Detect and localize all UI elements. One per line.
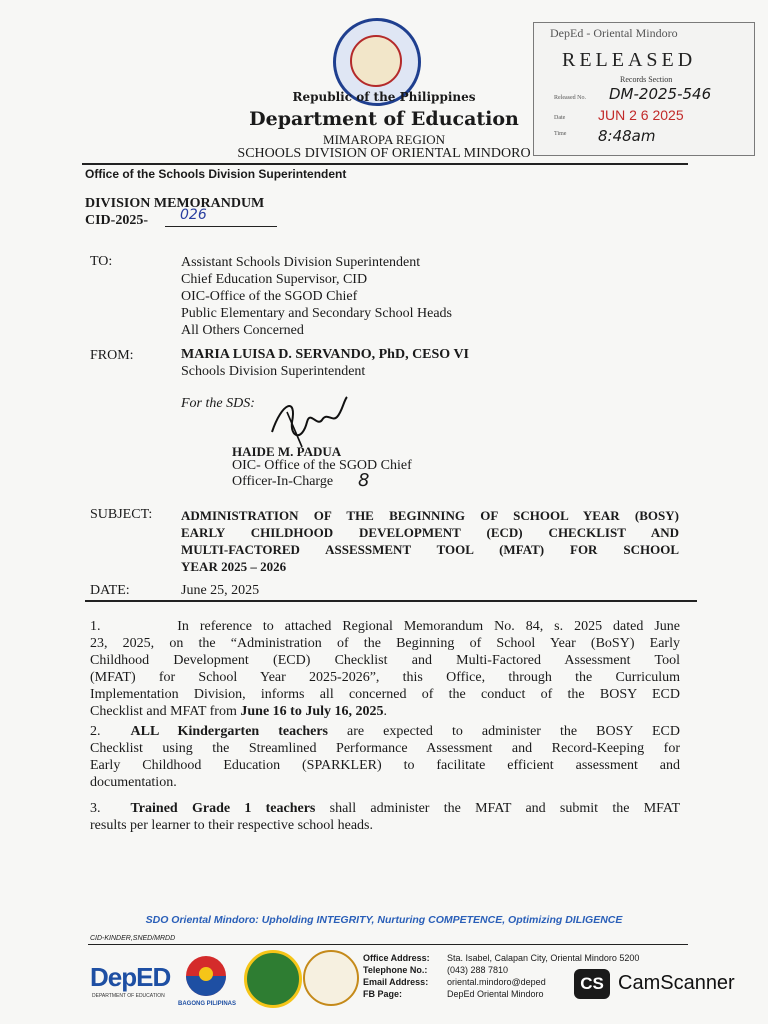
signatory-name: HAIDE M. PADUA [232,444,342,459]
bagong-pilipinas-icon [176,952,236,1002]
stamp-release-no: DM-2025-546 [609,85,712,103]
p1-line: Implementation Division, informs all concerned of the conduct of the BOSY ECD [90,687,680,702]
released-stamp [533,22,755,156]
memo-number: 026 [180,207,207,223]
p2-rest: are expected to administer the BOSY ECD [328,724,681,739]
memo-number-underline [165,226,277,227]
region-line: MIMAROPA REGION [323,132,445,147]
republic-line: Republic of the Philippines [292,90,476,104]
p1-last-a: Checklist and MFAT from [90,704,241,719]
stamp-date: JUN 2 6 2025 [598,107,684,123]
footer-tagline: SDO Oriental Mindoro: Upholding INTEGRITY, Nurturing COMPETENCE, Optimizing DILIGENCE [145,914,623,926]
p3-rest: shall administer the MFAT and submit the MFAT [315,801,681,816]
signature-icon [262,392,362,452]
p2-number: 2. [90,724,101,739]
p1-line: (MFAT) for School Year 2025-2026”, this Office, through the Curriculum [90,670,680,685]
subject-label: SUBJECT: [90,507,153,522]
recipient: Assistant Schools Division Superintendent [181,255,421,270]
camscanner-label: CamScanner [618,972,735,994]
stamp-date-label: Date [554,115,566,121]
date-divider [85,600,697,602]
p1-last-line [90,703,680,720]
to-label: TO: [90,254,113,269]
office-line: Office of the Schools Division Superintendent [85,167,347,181]
signatory-role1: OIC- Office of the SGOD Chief [232,458,412,473]
paragraph-3 [90,800,680,834]
header-divider [82,163,688,165]
p2-bold: ALL Kindergarten teachers [130,724,328,739]
fb-label: FB Page: [363,989,403,999]
department-title: Department of Education [249,108,519,130]
subject-line: MULTI-FACTORED ASSESSMENT TOOL (MFAT) FOR SCHOOL [181,542,679,557]
stamp-time: 8:48am [598,127,656,145]
recipient: OIC-Office of the SGOD Chief [181,289,358,304]
contact-labels [363,952,430,1000]
paragraph-2 [90,723,680,791]
p1-date-range: June 16 to July 16, 2025 [240,704,384,719]
memo-number-prefix: CID-2025- [85,213,148,228]
from-title: Schools Division Superintendent [181,364,366,379]
subject-line: ADMINISTRATION OF THE BEGINNING OF SCHOOL YEAR (BOSY) [181,508,679,523]
signatory-role2: Officer-In-Charge [232,474,334,489]
stamp-section: Records Section [620,75,673,84]
footer-divider [88,944,688,945]
deped-logo-sub: DEPARTMENT OF EDUCATION [92,993,165,999]
from-label: FROM: [90,348,134,363]
division-logo-icon [244,950,302,1008]
to-recipients [181,254,452,339]
p2-line: documentation. [90,775,177,790]
footer-ref-code: CID-KINDER,SNED/MRDD [90,935,176,942]
division-line: SCHOOLS DIVISION OF ORIENTAL MINDORO [237,146,531,161]
stamp-org: DepEd - Oriental Mindoro [550,26,678,40]
telephone-value: (043) 288 7810 [447,965,509,975]
email-value: oriental.mindoro@deped [447,977,546,987]
p2-line: Checklist using the Streamlined Performance Assessment and Record-Keeping for [90,741,680,756]
subject-text [181,507,679,575]
recipient: Public Elementary and Secondary School Heads [181,306,452,321]
sdo-seal-icon [303,950,359,1006]
office-address-value: Sta. Isabel, Calapan City, Oriental Mindoro 5200 [447,953,640,963]
stamp-time-label: Time [554,131,567,137]
recipient: Chief Education Supervisor, CID [181,272,368,287]
date-label: DATE: [90,583,130,598]
p3-number: 3. [90,801,101,816]
p1-line: Childhood Development (ECD) Checklist and Multi-Factored Assessment Tool [90,653,680,668]
subject-line: EARLY CHILDHOOD DEVELOPMENT (ECD) CHECKLIST AND [181,525,679,540]
p2-first-line [90,723,680,740]
contact-values [447,952,639,1000]
telephone-label: Telephone No.: [363,965,428,975]
memo-type: DIVISION MEMORANDUM [85,196,265,211]
p2-line: Early Childhood Education (SPARKLER) to facilitate efficient assessment and [90,758,680,773]
p1-line: 1. In reference to attached Regional Memorandum No. 84, s. 2025 dated June [90,619,680,634]
stamp-status: RELEASED [562,49,697,71]
paragraph-1 [90,618,680,720]
subject-line: YEAR 2025 – 2026 [181,559,287,574]
email-label: Email Address: [363,977,429,987]
recipient: All Others Concerned [181,323,304,338]
p3-bold: Trained Grade 1 teachers [130,801,316,816]
camscanner-logo-icon: CS [574,969,610,999]
p1-line: 23, 2025, on the “Administration of the Beginning of School Year (BoSY) Early [90,636,680,651]
fb-page-value: DepEd Oriental Mindoro [447,989,544,999]
p1-last-c: . [383,704,387,719]
office-address-label: Office Address: [363,953,430,963]
stamp-release-label: Released No. [554,95,586,101]
p3-first-line [90,800,680,817]
from-name: MARIA LUISA D. SERVANDO, PhD, CESO VI [181,347,469,362]
deped-logo: DepED [90,962,171,992]
initial-mark-icon: 8 [358,470,370,491]
bagong-pilipinas-label: BAGONG PILIPINAS [178,1001,237,1007]
date-value: June 25, 2025 [181,583,260,598]
p3-line: results per learner to their respective school heads. [90,818,374,833]
for-sds: For the SDS: [181,396,255,411]
